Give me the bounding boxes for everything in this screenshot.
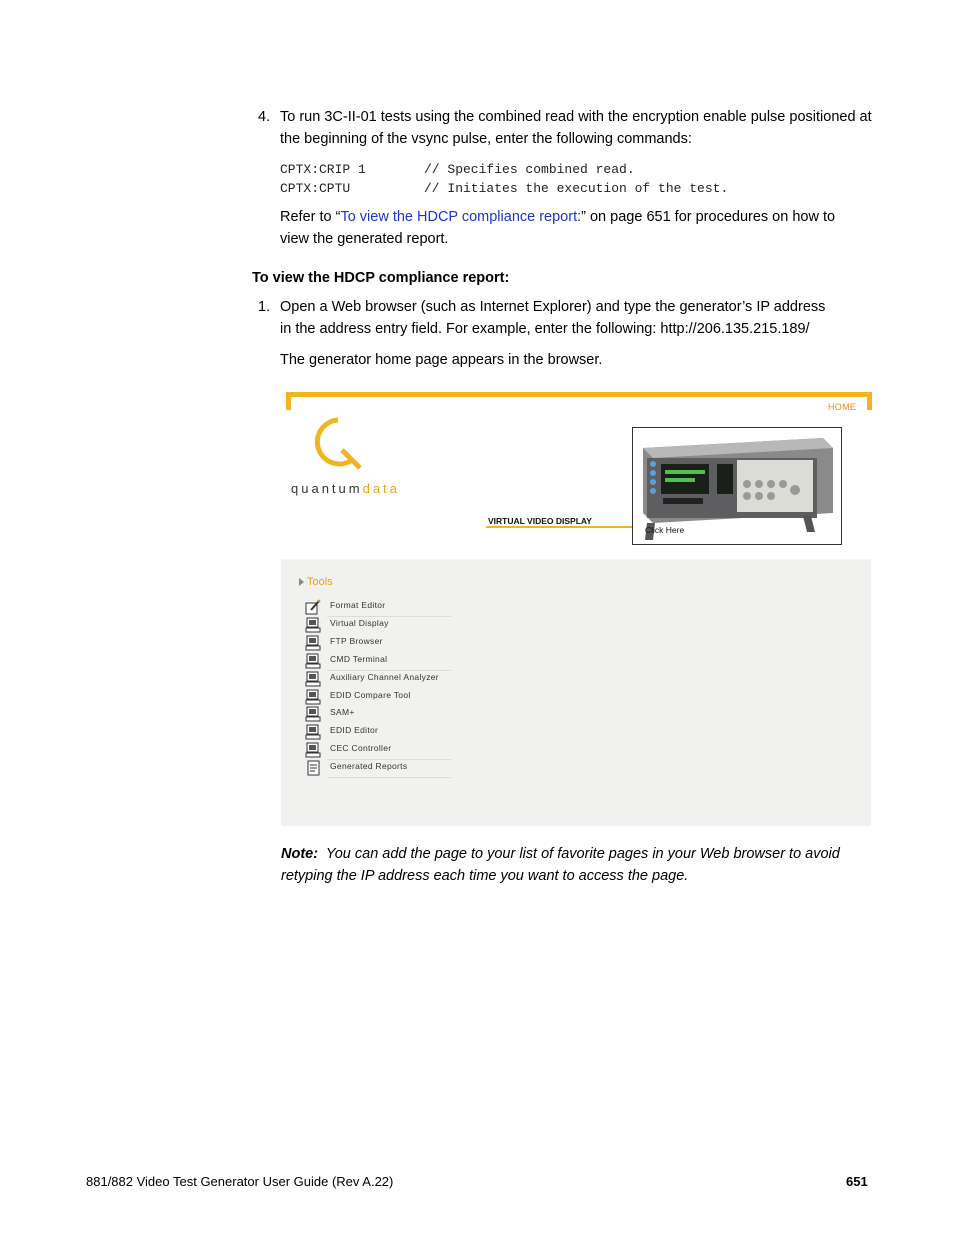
- pencil-doc-icon: [305, 599, 321, 615]
- footer-title: 881/882 Video Test Generator User Guide (Rev A.22): [86, 1174, 394, 1189]
- expand-arrow-icon: [299, 578, 304, 586]
- computer-icon: [305, 635, 321, 651]
- accent-bar: [286, 392, 872, 397]
- click-here-label[interactable]: Click Here: [645, 525, 685, 535]
- tool-label: Auxiliary Channel Analyzer: [330, 672, 439, 682]
- step-number: 4.: [258, 109, 271, 125]
- hdcp-report-link[interactable]: To view the HDCP compliance report:: [340, 209, 582, 225]
- tool-item-generated-reports[interactable]: [305, 760, 450, 777]
- accent-bar-right: [867, 392, 872, 410]
- quantumdata-logo-icon: [308, 414, 368, 474]
- tool-item-cmd-terminal[interactable]: [305, 653, 450, 670]
- tool-label: CEC Controller: [330, 743, 392, 753]
- tool-item-ftp-browser[interactable]: [305, 635, 450, 652]
- tool-label: Generated Reports: [330, 761, 408, 771]
- refer-line-2: view the generated report.: [280, 231, 449, 247]
- tool-label: SAM+: [330, 707, 355, 717]
- note-line-2: retyping the IP address each time you want to access the page.: [281, 868, 689, 884]
- note-label: Note:: [281, 846, 319, 862]
- logo-wordmark: [291, 481, 400, 496]
- tool-item-sam-plus[interactable]: [305, 706, 450, 723]
- tool-label: FTP Browser: [330, 636, 383, 646]
- computer-icon: [305, 653, 321, 669]
- computer-icon: [305, 671, 321, 687]
- tool-label: EDID Editor: [330, 725, 379, 735]
- tool-label: Format Editor: [330, 600, 386, 610]
- refer-prefix: Refer to “: [280, 209, 341, 225]
- computer-icon: [305, 689, 321, 705]
- logo-text-a: quantum: [291, 481, 363, 496]
- page-number: 651: [846, 1174, 868, 1189]
- virtual-video-display-link[interactable]: VIRTUAL VIDEO DISPLAY: [488, 516, 592, 526]
- accent-bar-left: [286, 392, 291, 410]
- tool-item-edid-editor[interactable]: [305, 724, 450, 741]
- tool-label: EDID Compare Tool: [330, 690, 411, 700]
- step1-line2: in the address entry field. For example, enter the following: http://206.135.215.189/: [280, 321, 810, 337]
- section-heading: To view the HDCP compliance report:: [252, 270, 510, 286]
- computer-icon: [305, 742, 321, 758]
- code-comment: // Initiates the execution of the test.: [424, 181, 729, 196]
- vvd-underline: [486, 526, 632, 528]
- refer-line: [280, 206, 835, 228]
- tool-label: CMD Terminal: [330, 654, 388, 664]
- step-number: 1.: [258, 299, 271, 315]
- document-icon: [305, 760, 321, 776]
- code-cmd: CPTX:CRIP 1: [280, 162, 366, 177]
- code-comment: // Specifies combined read.: [424, 162, 635, 177]
- step1-line1: Open a Web browser (such as Internet Explorer) and type the generator’s IP address: [280, 299, 826, 315]
- note-text: You can add the page to your list of favorite pages in your Web browser to avoid: [325, 846, 840, 862]
- computer-icon: [305, 617, 321, 633]
- tool-label: Virtual Display: [330, 618, 389, 628]
- tool-item-edid-compare[interactable]: [305, 689, 450, 706]
- computer-icon: [305, 706, 321, 722]
- computer-icon: [305, 724, 321, 740]
- tools-label[interactable]: Tools: [307, 576, 333, 588]
- divider: [327, 777, 451, 778]
- note-line-1: [281, 843, 840, 865]
- step1-result: The generator home page appears in the browser.: [280, 352, 603, 368]
- tool-item-aux-channel-analyzer[interactable]: [305, 671, 450, 688]
- tool-item-virtual-display[interactable]: [305, 617, 450, 634]
- tool-item-format-editor[interactable]: [305, 599, 450, 616]
- home-link[interactable]: HOME: [828, 402, 857, 412]
- logo-text-b: data: [362, 481, 400, 496]
- tool-item-cec-controller[interactable]: [305, 742, 450, 759]
- code-cmd: CPTX:CPTU: [280, 181, 351, 196]
- refer-suffix: ” on page 651 for procedures on how to: [581, 209, 836, 225]
- step4-text: To run 3C-II-01 tests using the combined read with the encryption enable pulse positioned at the beginning of the vsync pulse, enter the following commands:: [280, 109, 872, 147]
